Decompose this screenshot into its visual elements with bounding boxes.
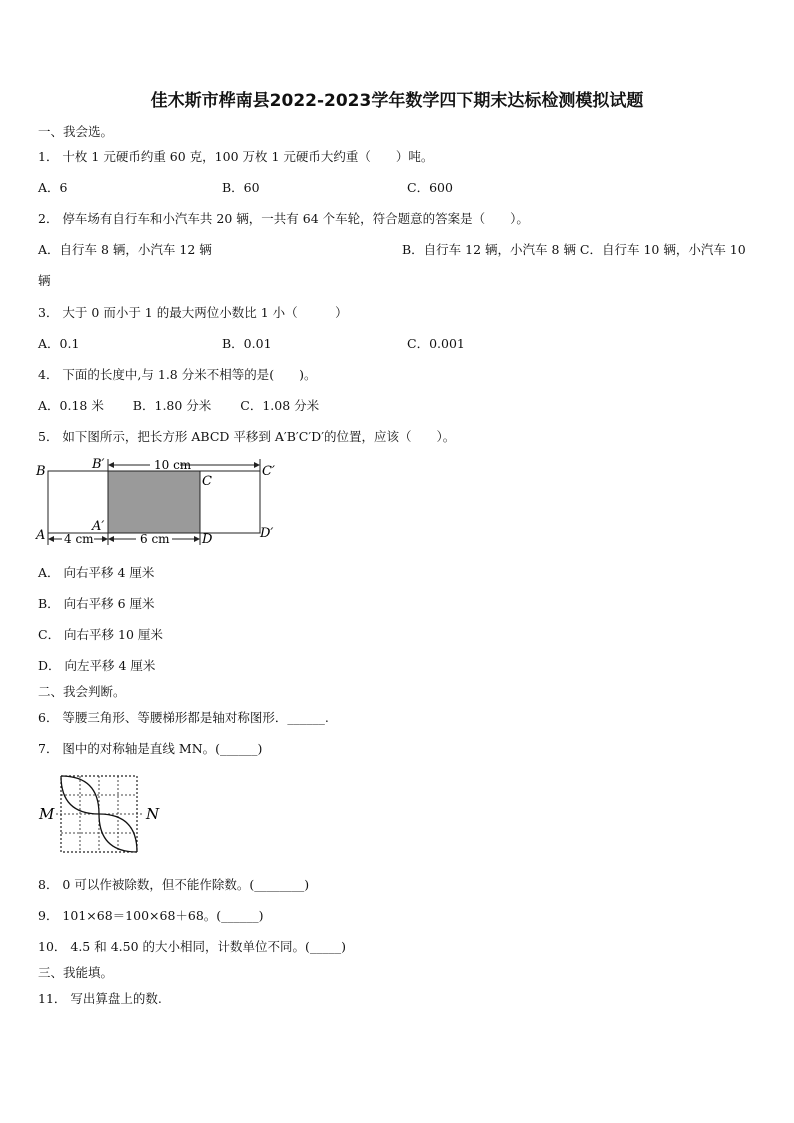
q2-option-a: A．自行车 8 辆，小汽车 12 辆 (38, 242, 212, 257)
q3-option-b: B．0.01 (222, 336, 272, 351)
question-9: 9． 101×68＝100×68＋68。(______) (38, 908, 264, 923)
point-C: C (202, 474, 212, 489)
question-3: 3． 大于 0 而小于 1 的最大两位小数比 1 小（ ） (38, 305, 348, 320)
question-8: 8． 0 可以作被除数，但不能作除数。(________) (38, 877, 310, 892)
section-heading-judge: 二、我会判断。 (38, 684, 126, 699)
question-1: 1． 十枚 1 元硬币约重 60 克，100 万枚 1 元硬币大约重（ ）吨。 (38, 149, 434, 164)
point-A: A (36, 528, 46, 543)
page-title: 佳木斯市桦南县2022-2023学年数学四下期末达标检测模拟试题 (150, 91, 644, 111)
question-2: 2． 停车场有自行车和小汽车共 20 辆，一共有 64 个车轮，符合题意的答案是（ ）。 (38, 211, 529, 226)
q3-option-c: C．0.001 (407, 336, 465, 351)
q1-option-a: A．6 (38, 180, 68, 195)
label-mid-length: 6 cm (140, 532, 170, 546)
point-A-prime: A′ (92, 519, 105, 534)
section-heading-choice: 一、我会选。 (38, 124, 114, 139)
question-7: 7． 图中的对称轴是直线 MN。(______) (38, 741, 263, 756)
question-5: 5． 如下图所示，把长方形 ABCD 平移到 A′B′C′D′的位置，应该（ ）。 (38, 429, 456, 444)
q3-option-a: A．0.1 (38, 336, 80, 351)
q4-options: A．0.18 米 B．1.80 分米 C．1.08 分米 (38, 398, 320, 413)
point-C-prime: C′ (262, 464, 275, 479)
point-B-prime: B′ (92, 457, 105, 472)
question-6: 6． 等腰三角形、等腰梯形都是轴对称图形．______. (38, 710, 329, 725)
point-D-prime: D′ (260, 526, 274, 541)
q5-option-b: B． 向右平移 6 厘米 (38, 596, 155, 611)
label-M: M (39, 805, 55, 823)
label-top-length: 10 cm (154, 458, 192, 472)
label-N: N (146, 805, 160, 823)
q5-option-c: C． 向右平移 10 厘米 (38, 627, 163, 642)
question-10: 10． 4.5 和 4.50 的大小相同，计数单位不同。(_____) (38, 939, 347, 954)
section-heading-fill: 三、我能填。 (38, 965, 114, 980)
question-4: 4． 下面的长度中,与 1.8 分米不相等的是( )。 (38, 367, 317, 382)
q2-option-bc: B．自行车 12 辆，小汽车 8 辆 C．自行车 10 辆，小汽车 10 (402, 242, 746, 257)
q1-option-b: B．60 (222, 180, 260, 195)
q5-option-a: A． 向右平移 4 厘米 (38, 565, 155, 580)
q2-option-c-continued: 辆 (38, 273, 51, 288)
q1-option-c: C．600 (407, 180, 453, 195)
point-B: B (36, 464, 46, 479)
rectangle-translation-figure (34, 455, 284, 551)
symmetry-grid-figure (36, 772, 166, 858)
q5-option-d: D． 向左平移 4 厘米 (38, 658, 156, 673)
point-D: D (202, 532, 213, 547)
question-11: 11． 写出算盘上的数. (38, 991, 162, 1006)
label-left-length: 4 cm (64, 532, 94, 546)
